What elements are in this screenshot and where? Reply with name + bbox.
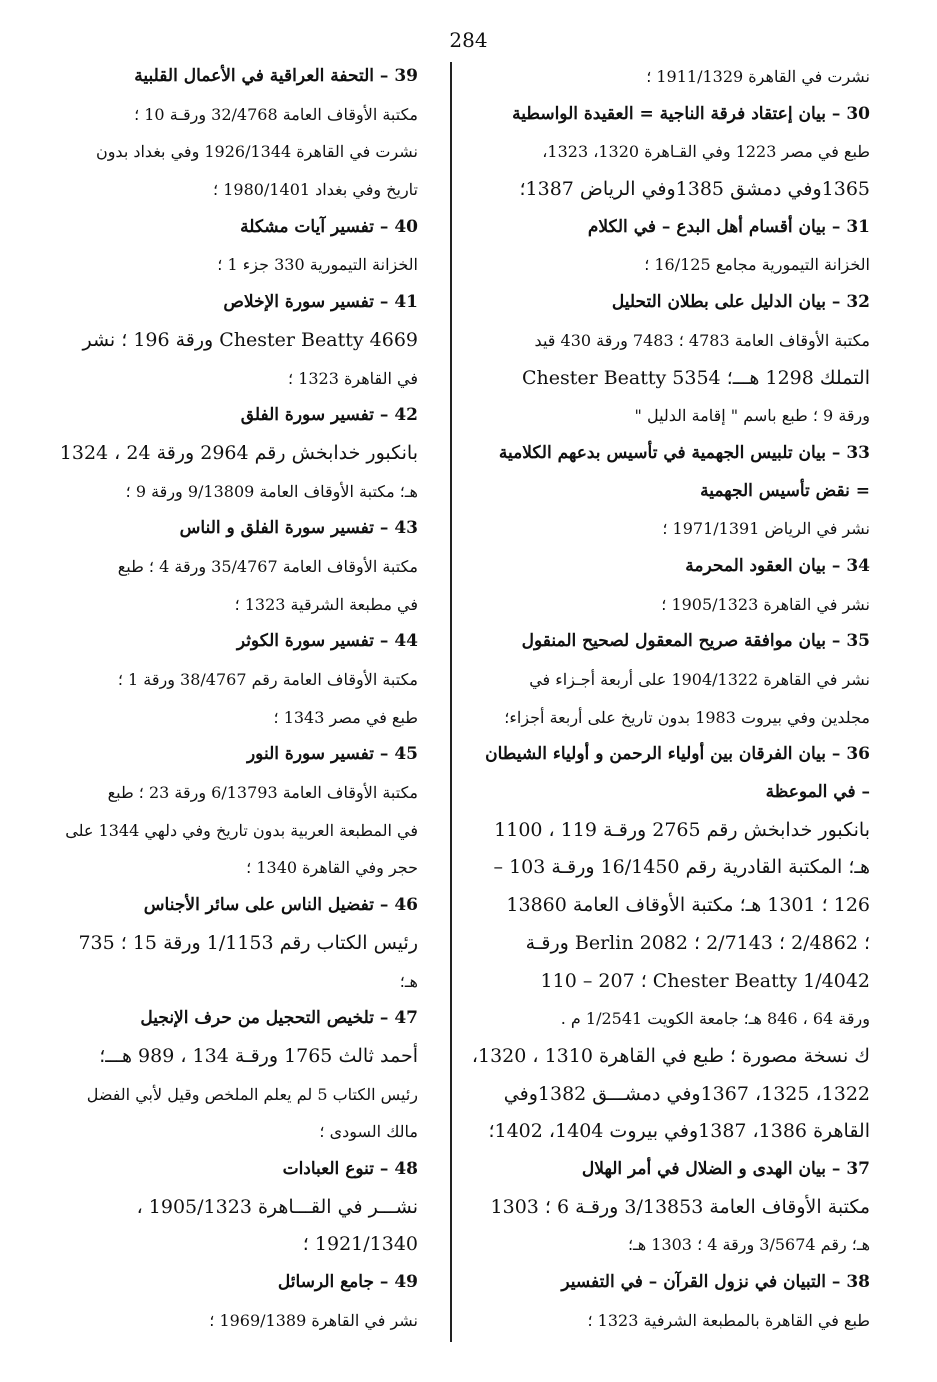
entry-text-line: مكتبة الأوقاف العامة 4783 ؛ 7483 ورقة 430 قيد	[534, 330, 870, 350]
entry-heading: 37 – بيان الهدى و الضلال في أمر الهلال	[581, 1158, 870, 1179]
entry-heading: 41 – تفسير سورة الإخلاص	[223, 292, 418, 313]
entry-heading: 34 – بيان العقود المحرمة	[685, 555, 870, 576]
entry-text-line: طبع في مصر 1343 ؛	[273, 707, 418, 727]
entry-text-line: مكتبة الأوقاف العامة 32/4768 ورقـة 10 ؛	[134, 104, 418, 124]
entry-text-line: بانكبور خدابخش رقم 2964 ورقة 24 ، 1324	[59, 441, 418, 464]
entry-text-line: أحمد ثالث 1765 ورقـة 134 ، 989 هـــ؛	[99, 1044, 418, 1067]
entry-heading: 49 – جامع الرسائل	[277, 1272, 418, 1292]
entry-heading: 43 – تفسير سورة الفلق و الناس	[179, 518, 418, 539]
entry-heading: 33 – بيان تلبيس الجهمية في تأسيس بدعهم الكلامية	[498, 442, 870, 463]
entry-text-line: هـ؛ مكتبة الأوقاف العامة 9/13809 ورقة 9 ؛	[125, 481, 418, 501]
entry-heading: 31 – بيان أقسام أهل البدع – في الكلام	[587, 216, 870, 237]
right-column	[471, 58, 870, 1339]
entry-text-line: طبع في مصر 1223 وفي القـاهرة 1320، 1323،	[542, 142, 870, 162]
entry-text-line: حجر وفي القاهرة 1340 ؛	[246, 858, 418, 878]
column-divider	[450, 62, 452, 1342]
entry-text-line: نشر في القاهرة 1905/1323 ؛	[661, 594, 870, 614]
entry-heading: 46 – تفضيل الناس على سائر الأجناس	[143, 895, 418, 916]
entry-heading: 35 – بيان موافقة صريح المعقول لصحيح المنقول	[521, 631, 870, 652]
entry-text-line: نشـــر في القـــاهرة 1905/1323 ،	[136, 1195, 418, 1218]
entry-text-line: مالك السودى ؛	[319, 1122, 418, 1142]
entry-heading: 40 – تفسير آيات مشكلة	[240, 216, 418, 237]
entry-heading: 39 – التحفة العراقية في الأعمال القلبية	[134, 66, 418, 86]
entry-text-line: نشرت في القاهرة 1911/1329 ؛	[646, 67, 870, 86]
entry-heading: 42 – تفسير سورة الفلق	[240, 405, 418, 426]
entry-text-line: 1322، 1325، 1367وفي دمشـــق 1382وفي	[503, 1082, 870, 1105]
entry-text-line: رئيس الكتاب رقم 1/1153 ورقة 15 ؛ 735	[78, 931, 418, 954]
entry-heading: 45 – تفسير سورة النور	[246, 744, 418, 765]
entry-heading: 36 – بيان الفرقان بين أولياء الرحمن و أولياء الشيطان	[485, 744, 870, 765]
entry-text-line: رئيس الكتاب 5 لم يعلم الملخص وقيل لأبي الفضل	[86, 1084, 418, 1104]
entry-text-line: مكتبة الأوقاف العامة 35/4767 ورقة 4 ؛ طبع	[117, 556, 418, 576]
entry-text-line: مكتبة الأوقاف العامة رقم 38/4767 ورقة 1 ؛	[117, 670, 418, 689]
left-column	[59, 58, 418, 1339]
entry-text-line: 1921/1340 ؛	[302, 1233, 418, 1256]
entry-text-line: في القاهرة 1323 ؛	[288, 368, 418, 388]
entry-text-line: نشر في الرياض 1971/1391 ؛	[662, 519, 870, 539]
entry-text-line: نشرت في القاهرة 1926/1344 وفي بغداد بدون	[95, 142, 418, 162]
entry-text-line: طبع في القاهرة بالمطبعة الشرفية 1323 ؛	[587, 1310, 870, 1330]
entry-heading: – في الموعظة	[765, 782, 870, 803]
entry-text-line: ورقة 9 ؛ طبع باسم " إقامة الدليل "	[634, 406, 870, 426]
entry-text-line: 1365وفي دمشق 1385وفي الرياض 1387؛	[519, 178, 870, 201]
entry-text-line: التملك 1298 هـــ؛ 5354 Chester Beatty	[521, 366, 870, 389]
entry-text-line: هـ؛ رقم 3/5674 ورقة 4 ؛ 1303 هـ؛	[627, 1235, 870, 1255]
entry-text-line: هـ؛	[399, 971, 418, 991]
entry-heading: = نقض تأسيس الجهمية	[700, 480, 870, 501]
entry-heading: 44 – تفسير سورة الكوثر	[236, 631, 418, 652]
entry-text-line: مكتبة الأوقاف العامة 6/13793 ورقة 23 ؛ طبع	[107, 783, 418, 803]
entry-text-line: ؛ 2/4862 ؛ 2/7143 ؛ 2082 Berlin ورقـة	[525, 931, 870, 954]
entry-text-line: في المطبعة العربية بدون تاريخ وفي دلهي 1344 على	[65, 820, 418, 840]
entry-text-line: الخزانة التيمورية مجامع 16/125 ؛	[644, 255, 870, 275]
entry-text-line: 1/4042 Chester Beatty ؛ 207 – 110	[540, 969, 870, 992]
entry-heading: 30 – بيان إعتقاد فرقة الناجية = العقيدة الواسطية	[512, 103, 870, 124]
entry-text-line: 4669 Chester Beatty ورقة 196 ؛ نشر	[82, 328, 418, 351]
page-number: 284	[449, 28, 488, 52]
entry-text-line: في مطبعة الشرقية 1323 ؛	[234, 594, 418, 614]
entry-text-line: القاهرة 1386، 1387وفي بيروت 1404، 1402؛	[488, 1120, 870, 1143]
entry-text-line: نشر في القاهرة 1969/1389 ؛	[209, 1310, 418, 1330]
entry-text-line: هـ؛ المكتبة القادرية رقم 16/1450 ورقـة 103 –	[493, 856, 870, 879]
entry-text-line: مكتبة الأوقاف العامة 3/13853 ورقـة 6 ؛ 1303	[490, 1195, 870, 1218]
entry-text-line: نشر في القاهرة 1904/1322 على أربعة أجـزاء في	[529, 670, 870, 689]
entry-text-line: بانكبور خدابخش رقم 2765 ورقـة 119 ، 1100	[494, 818, 870, 841]
entry-heading: 32 – بيان الدليل على بطلان التحليل	[611, 292, 870, 313]
entry-heading: 48 – تنوع العبادات	[282, 1158, 418, 1179]
entry-text-line: الخزانة التيمورية 330 جزء 1 ؛	[217, 255, 418, 275]
entry-heading: 38 – التبيان في نزول القرآن – في التفسير	[561, 1272, 870, 1292]
entry-text-line: 126 ؛ 1301 هـ؛ مكتبة الأوقاف العامة 13860	[506, 894, 870, 917]
entry-text-line: مجلدين وفي بيروت 1983 بدون تاريخ على أربعة أجزاء؛	[504, 707, 870, 727]
entry-heading: 47 – تلخيص التحجيل من حرف الإنجيل	[140, 1008, 418, 1029]
entry-text-line: ك نسخة مصورة ؛ طبع في القاهرة 1310 ، 1320،	[471, 1044, 870, 1067]
entry-text-line: ورقة 64 ، 846 هـ؛ جامعة الكويت 1/2541 م .	[560, 1009, 870, 1029]
entry-text-line: تاريخ وفي بغداد 1980/1401 ؛	[213, 180, 418, 200]
